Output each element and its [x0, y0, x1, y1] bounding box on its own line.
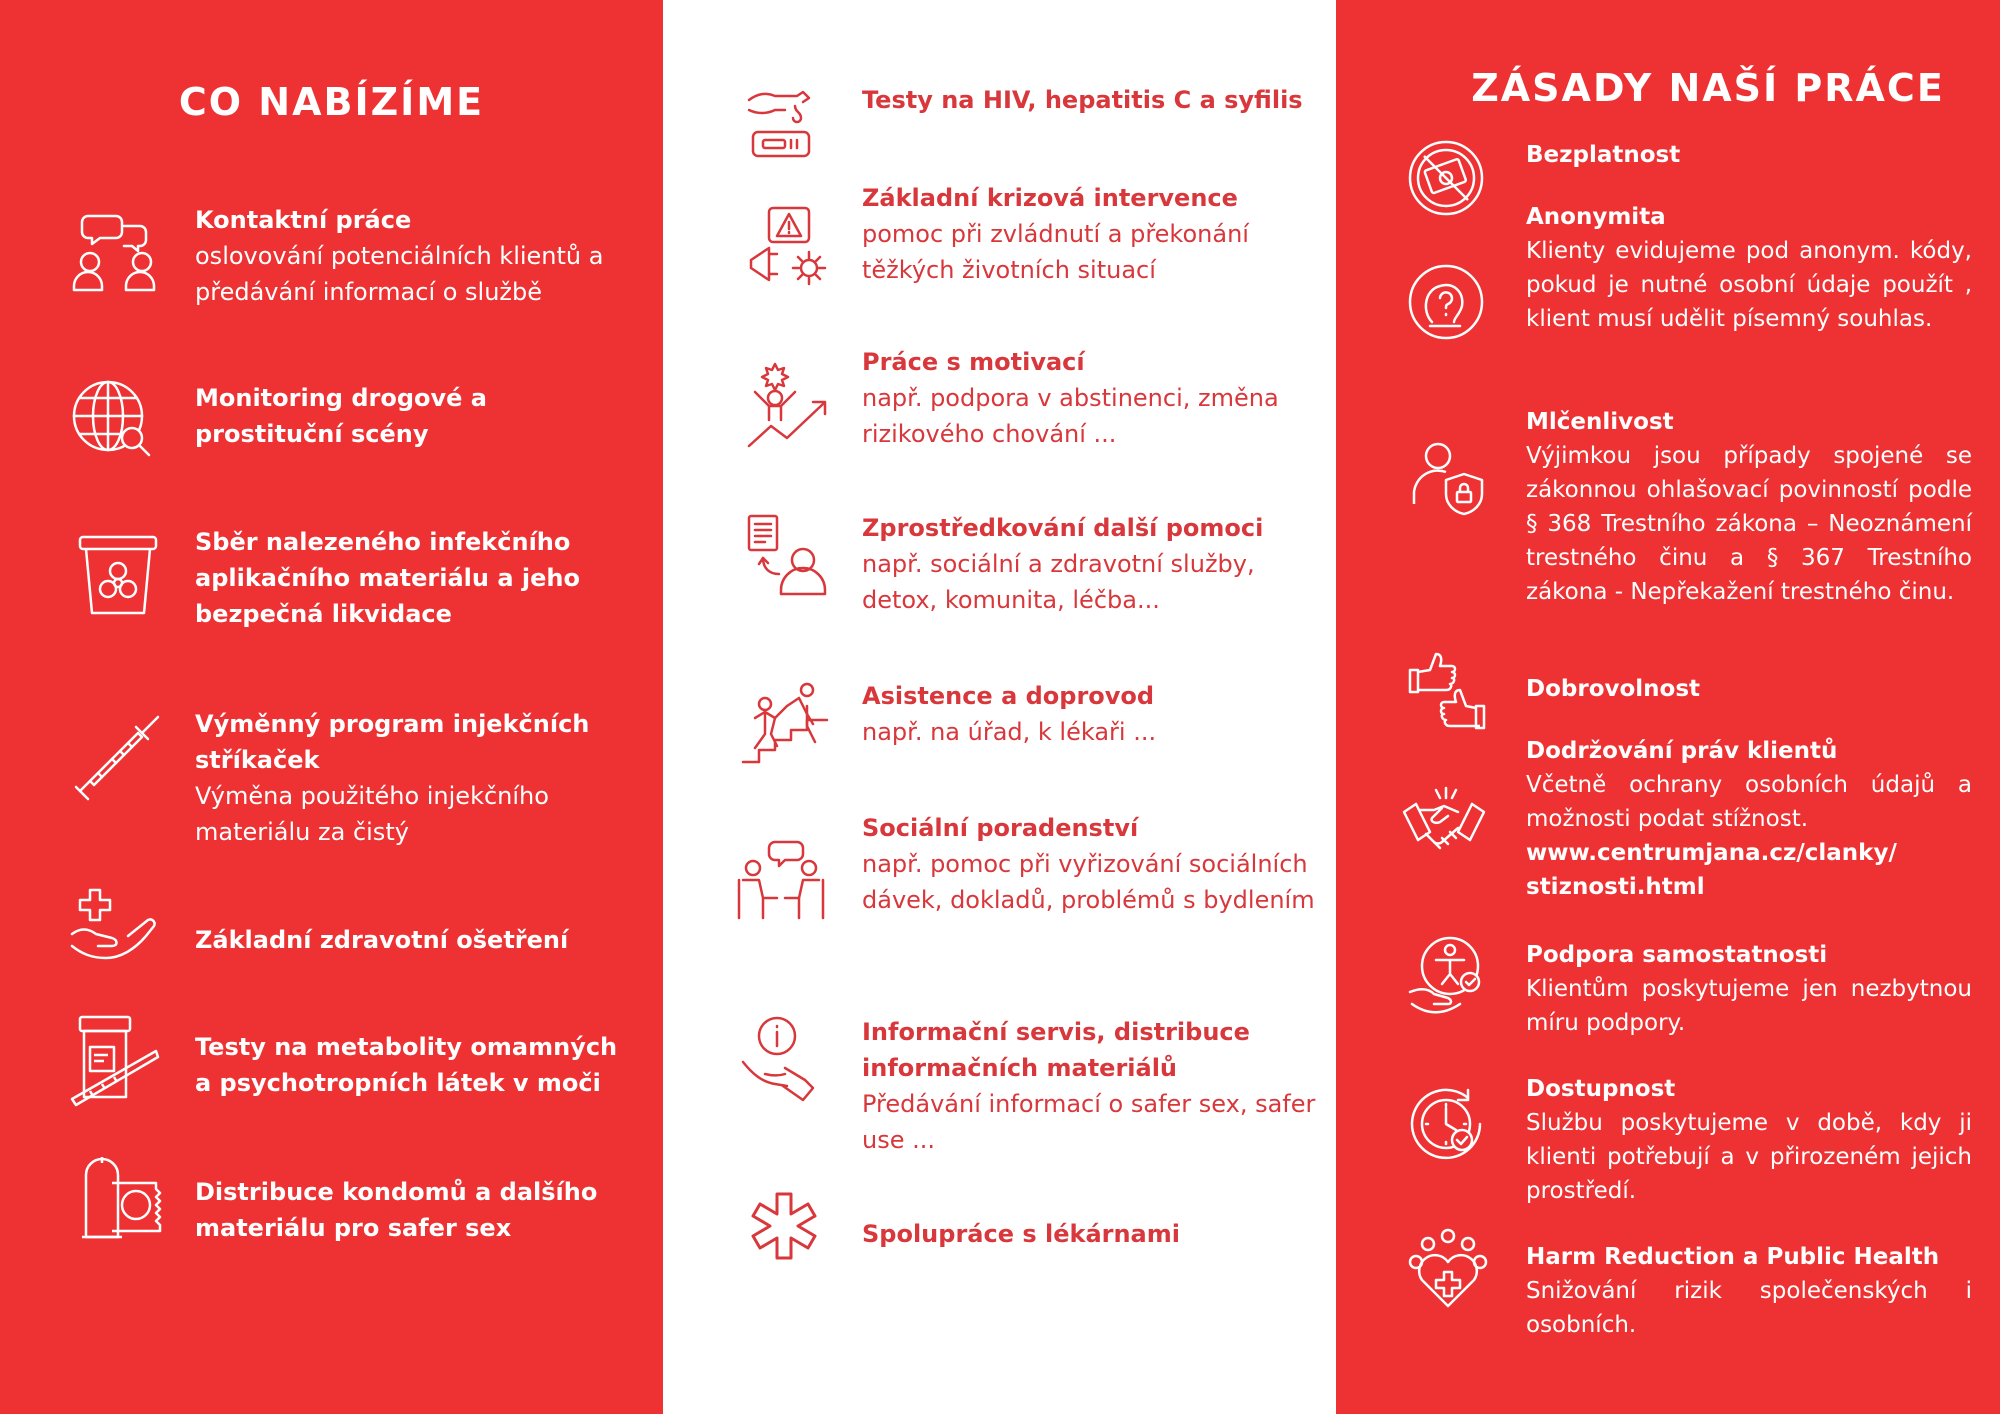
- medical-star-icon: [747, 1192, 821, 1266]
- middle-panel: [663, 0, 1336, 1414]
- item-desc: Výjimkou jsou případy spojené se zákonnou ohlašovací povinností podle § 368 Trestního zákona – Neoznámení trestného činu a § 367 Trestního zákona - Nepřekažení trestného činu.: [1526, 443, 1972, 605]
- left-panel: [0, 0, 663, 1414]
- item-title: Asistence a doprovod: [862, 682, 1155, 710]
- hand-cross-icon: [70, 888, 158, 960]
- item-title: Sociální poradenství: [862, 814, 1139, 842]
- clock-check-icon: [1408, 1086, 1484, 1162]
- biohazard-bin-icon: [78, 535, 160, 617]
- blood-test-icon: [747, 88, 813, 158]
- support-person-icon: [1408, 936, 1486, 1016]
- right-heading: ZÁSADY NAŠÍ PRÁCE: [1471, 66, 1945, 110]
- item-desc: např. na úřad, k lékaři ...: [862, 718, 1157, 746]
- item-desc: např. pomoc při vyřizování sociálních dávek, dokladů, problémů s bydlením: [862, 850, 1315, 914]
- item-desc: např. sociální a zdravotní služby, detox, komunita, léčba...: [862, 550, 1255, 614]
- item-desc: Klientům poskytujeme jen nezbytnou míru podpory.: [1526, 976, 1972, 1036]
- motivation-icon: [747, 360, 835, 448]
- referral-icon: [747, 514, 829, 596]
- syringe-icon: [72, 715, 160, 803]
- urine-test-icon: [70, 1015, 158, 1105]
- item-desc: Službu poskytujeme v době, kdy ji klienti potřebují a v přirozeném jejich prostředí.: [1526, 1110, 1972, 1204]
- item-title: Základní zdravotní ošetření: [195, 926, 569, 954]
- item-title: Informační servis, distribuce informačních materiálů: [862, 1018, 1250, 1082]
- left-heading: CO NABÍZÍME: [178, 80, 485, 124]
- item-title: Kontaktní práce: [195, 206, 412, 234]
- item-title: Bezplatnost: [1526, 142, 1681, 168]
- item-title: Dobrovolnost: [1526, 676, 1701, 702]
- community-heart-icon: [1408, 1228, 1488, 1310]
- chat-people-icon: [70, 210, 162, 292]
- anonymous-icon: [1408, 264, 1484, 340]
- item-desc: Klienty evidujeme pod anonym. kódy, pokud je nutné osobní údaje použít , klient musí udělit písemný souhlas.: [1526, 238, 1972, 332]
- item-title: Výměnný program injekčních stříkaček: [195, 710, 590, 774]
- item-title: Dostupnost: [1526, 1076, 1676, 1102]
- item-desc: Včetně ochrany osobních údajů a možnosti podat stížnost.: [1526, 772, 1972, 832]
- item-title: Distribuce kondomů a dalšího materiálu pro safer sex: [195, 1178, 598, 1242]
- item-title: Sběr nalezeného infekčního aplikačního materiálu a jeho bezpečná likvidace: [195, 528, 580, 628]
- item-desc: Výměna použitého injekčního materiálu za čistý: [195, 782, 549, 846]
- item-desc: pomoc při zvládnutí a překonání těžkých životních situací: [862, 220, 1249, 284]
- globe-search-icon: [70, 378, 155, 458]
- item-title: Monitoring drogové a prostituční scény: [195, 384, 487, 448]
- item-title: Spolupráce s lékárnami: [862, 1220, 1180, 1248]
- handshake-icon: [1402, 786, 1486, 852]
- person-shield-icon: [1410, 440, 1486, 516]
- item-title: Základní krizová intervence: [862, 184, 1238, 212]
- item-title: Anonymita: [1526, 204, 1666, 230]
- right-panel: [1336, 0, 2000, 1414]
- no-money-icon: [1408, 140, 1484, 216]
- item-desc: např. podpora v abstinenci, změna rizikového chování ...: [862, 384, 1279, 448]
- item-title: Testy na metabolity omamných a psychotropních látek v moči: [195, 1033, 618, 1097]
- item-title: Zprostředkování další pomoci: [862, 514, 1264, 542]
- thumbs-up-icon: [1408, 652, 1486, 730]
- item-title: Práce s motivací: [862, 348, 1085, 376]
- item-title: Podpora samostatnosti: [1526, 942, 1828, 968]
- complaints-link[interactable]: www.centrumjana.cz/clanky/ stiznosti.html: [1526, 840, 1897, 900]
- item-desc: Předávání informací o safer sex, safer use ...: [862, 1090, 1316, 1154]
- condom-icon: [72, 1153, 162, 1239]
- info-hand-icon: [741, 1016, 827, 1104]
- item-desc: Snižování rizik společenských i osobních.: [1526, 1278, 1972, 1338]
- warning-megaphone-icon: [747, 206, 827, 286]
- item-title: Dodržování práv klientů: [1526, 738, 1838, 764]
- assistance-icon: [741, 682, 831, 764]
- item-desc: oslovování potenciálních klientů a předávání informací o službě: [195, 242, 604, 306]
- counseling-icon: [735, 838, 827, 920]
- item-title: Harm Reduction a Public Health: [1526, 1244, 1940, 1270]
- item-title: Testy na HIV, hepatitis C a syfilis: [862, 86, 1303, 114]
- item-title: Mlčenlivost: [1526, 409, 1674, 435]
